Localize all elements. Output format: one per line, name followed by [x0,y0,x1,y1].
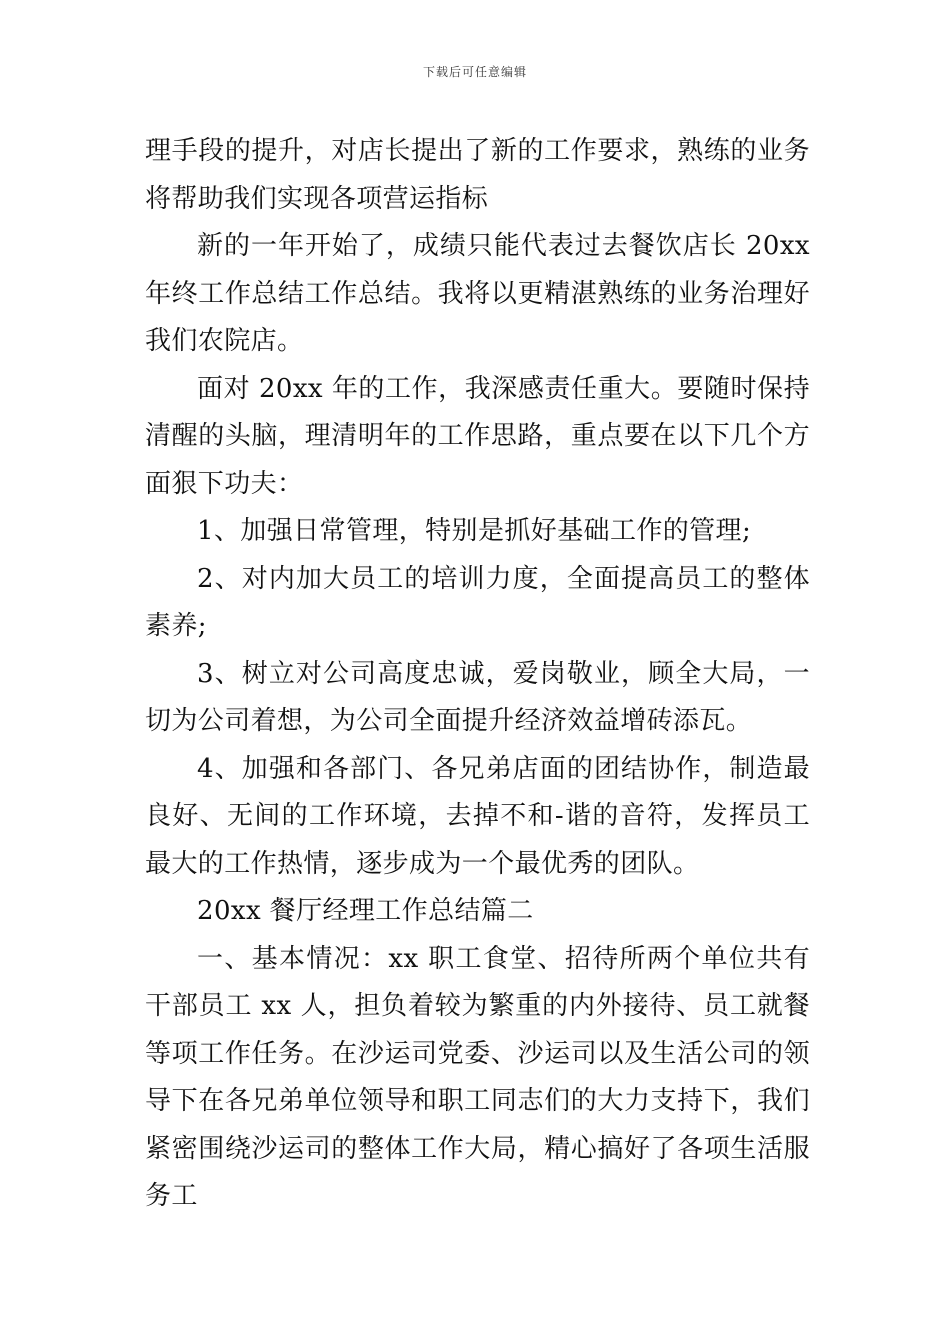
page-header: 下载后可任意编辑 [422,65,527,79]
paragraph-basic-situation: 一、基本情况：xx 职工食堂、招待所两个单位共有干部员工 xx 人，担负着较为繁重的内外接待、员工就餐等项工作任务。在沙运司党委、沙运司以及生活公司的领导下在各兄弟单位领导和职工同志们的大力支持下，我们紧密围绕沙运司的整体工作大局，精心搞好了各项生活服务工 [145,943,810,1211]
list-item-3: 3、树立对公司高度忠诚，爱岗敬业，顾全大局，一切为公司着想，为公司全面提升经济效益增砖添瓦。 [145,658,810,736]
list-item-2: 2、对内加大员工的培训力度，全面提高员工的整体素养; [145,563,810,641]
document-body [145,128,810,1221]
list-item-1: 1、加强日常管理，特别是抓好基础工作的管理; [197,516,752,546]
paragraph-continuation: 理手段的提升，对店长提出了新的工作要求，熟练的业务将帮助我们实现各项营运指标 [145,136,810,214]
section-heading: 20xx 餐厅经理工作总结篇二 [197,896,534,926]
paragraph-new-year: 新的一年开始了，成绩只能代表过去餐饮店长 20xx 年终工作总结工作总结。我将以更精湛熟练的业务治理好我们农院店。 [145,231,810,356]
paragraph-responsibility: 面对 20xx 年的工作，我深感责任重大。要随时保持清醒的头脑，理清明年的工作思路，重点要在以下几个方面狠下功夫： [145,373,810,499]
list-item-4: 4、加强和各部门、各兄弟店面的团结协作，制造最良好、无间的工作环境，去掉不和-谐的音符，发挥员工最大的工作热情，逐步成为一个最优秀的团队。 [145,753,810,879]
